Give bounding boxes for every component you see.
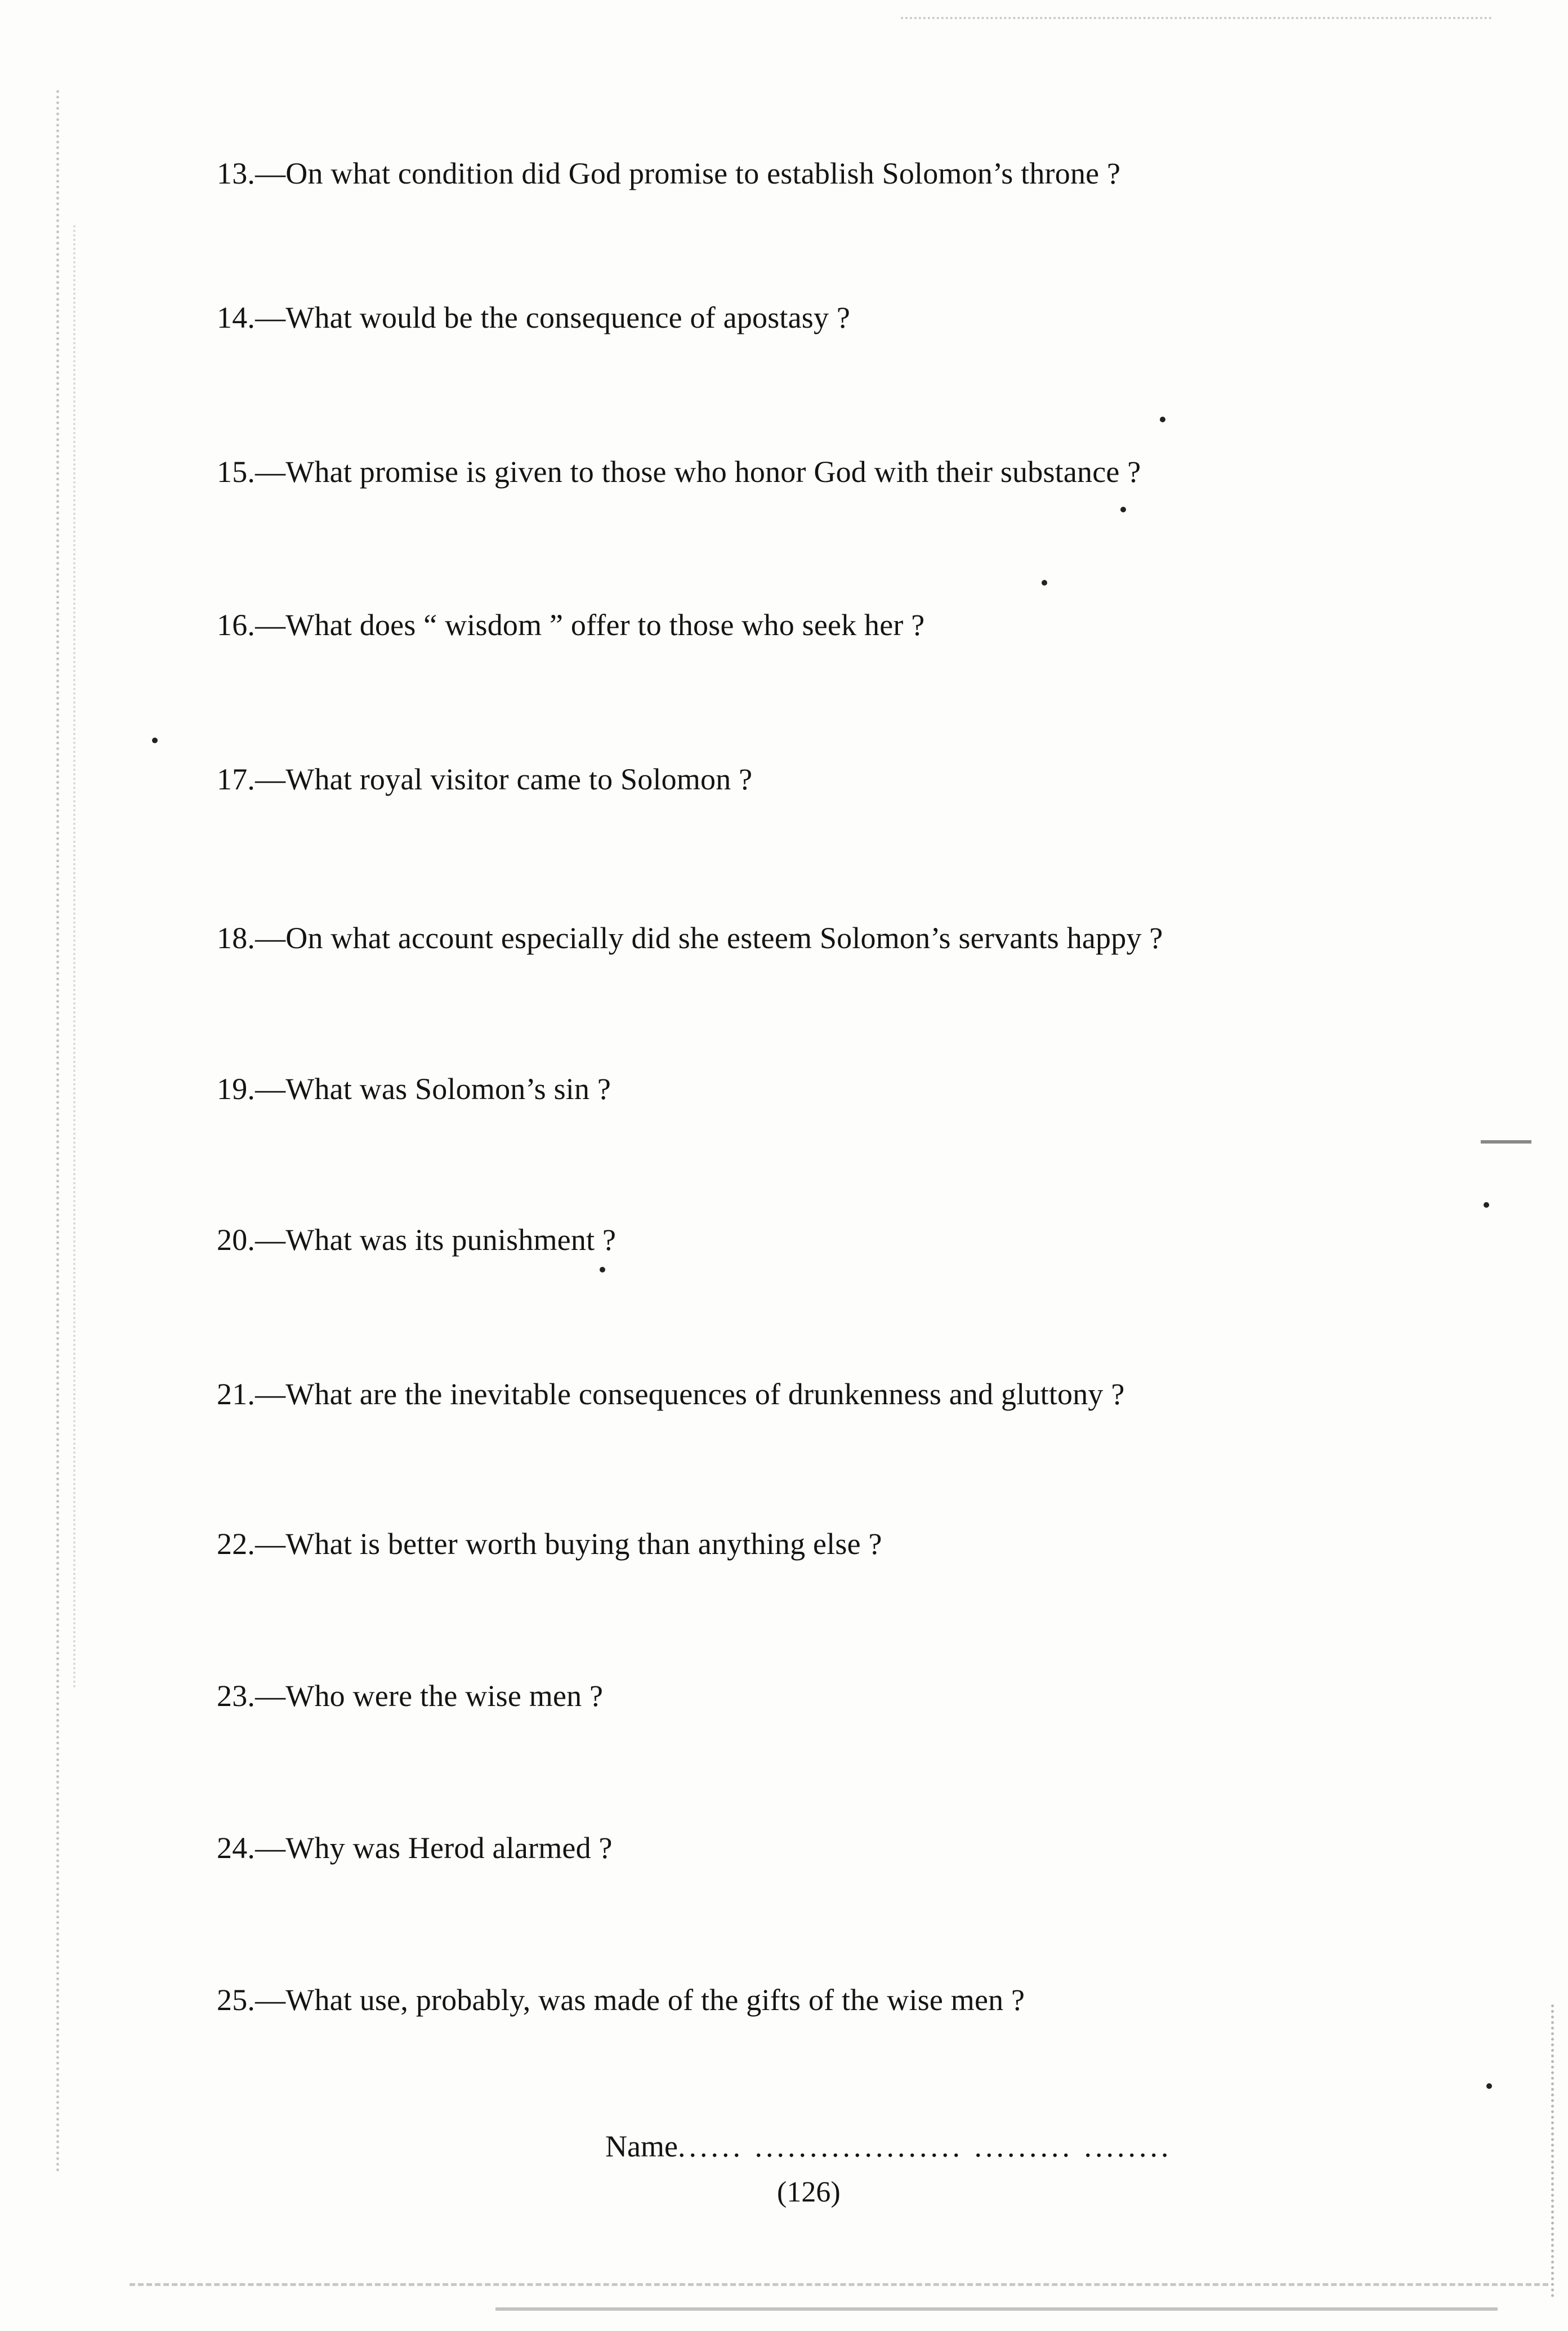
question-24 bbox=[217, 1830, 613, 1866]
scan-edge-artifact bbox=[56, 90, 67, 2173]
question-text: —What royal visitor came to Solomon ? bbox=[255, 762, 753, 796]
question-number: 14. bbox=[217, 301, 256, 334]
question-text: —On what account especially did she esteem Solomon’s servants happy ? bbox=[255, 921, 1163, 955]
question-14 bbox=[217, 300, 850, 336]
question-text: —Why was Herod alarmed ? bbox=[255, 1831, 613, 1865]
question-number: 19. bbox=[217, 1072, 256, 1106]
scan-edge-artifact bbox=[73, 225, 81, 1689]
question-text: —What does “ wisdom ” offer to those who seek her ? bbox=[255, 608, 925, 642]
scan-smudge bbox=[901, 17, 1492, 42]
question-23 bbox=[217, 1678, 603, 1714]
ink-speck bbox=[1120, 507, 1126, 512]
question-number: 18. bbox=[217, 921, 256, 955]
ink-speck bbox=[1160, 417, 1165, 422]
question-15 bbox=[217, 454, 1141, 490]
ink-speck bbox=[1486, 2083, 1492, 2089]
page-number: (126) bbox=[777, 2176, 841, 2208]
question-text: —What is better worth buying than anything else ? bbox=[255, 1527, 882, 1561]
question-number: 16. bbox=[217, 608, 256, 642]
question-number: 21. bbox=[217, 1377, 256, 1411]
name-dotted-line: ...... ................... ......... ........ bbox=[677, 2129, 1172, 2163]
question-number: 23. bbox=[217, 1679, 256, 1713]
question-number: 15. bbox=[217, 455, 256, 489]
name-field bbox=[605, 2128, 1172, 2164]
question-19 bbox=[217, 1071, 611, 1107]
question-text: —Who were the wise men ? bbox=[255, 1679, 604, 1713]
question-16 bbox=[217, 607, 924, 643]
question-number: 13. bbox=[217, 157, 256, 190]
question-number: 25. bbox=[217, 1983, 256, 2017]
question-number: 22. bbox=[217, 1527, 256, 1561]
question-text: —What was its punishment ? bbox=[255, 1223, 617, 1257]
question-22 bbox=[217, 1526, 882, 1562]
question-text: —What are the inevitable consequences of drunkenness and gluttony ? bbox=[255, 1377, 1125, 1411]
scan-edge-artifact bbox=[495, 2307, 1498, 2313]
question-text: —What promise is given to those who honor God with their substance ? bbox=[255, 455, 1141, 489]
question-25 bbox=[217, 1982, 1025, 2018]
scan-edge-artifact bbox=[129, 2283, 1548, 2288]
question-text: —What would be the consequence of apostasy ? bbox=[255, 301, 851, 334]
question-number: 17. bbox=[217, 762, 256, 796]
ink-speck bbox=[1484, 1202, 1489, 1208]
ink-speck bbox=[1042, 580, 1047, 586]
question-17 bbox=[217, 761, 752, 797]
question-number: 20. bbox=[217, 1223, 256, 1257]
question-number: 24. bbox=[217, 1831, 256, 1865]
scan-edge-artifact bbox=[1551, 2004, 1558, 2297]
ink-speck bbox=[600, 1267, 605, 1272]
question-13 bbox=[217, 155, 1120, 191]
question-21 bbox=[217, 1376, 1125, 1412]
question-18 bbox=[217, 920, 1163, 956]
question-text: —What use, probably, was made of the gifts of the wise men ? bbox=[255, 1983, 1025, 2017]
name-label: Name bbox=[605, 2129, 678, 2163]
question-text: —On what condition did God promise to establish Solomon’s throne ? bbox=[255, 157, 1121, 190]
scan-smudge bbox=[1481, 1140, 1531, 1144]
question-text: —What was Solomon’s sin ? bbox=[255, 1072, 611, 1106]
ink-speck bbox=[152, 738, 158, 743]
question-20 bbox=[217, 1222, 616, 1258]
